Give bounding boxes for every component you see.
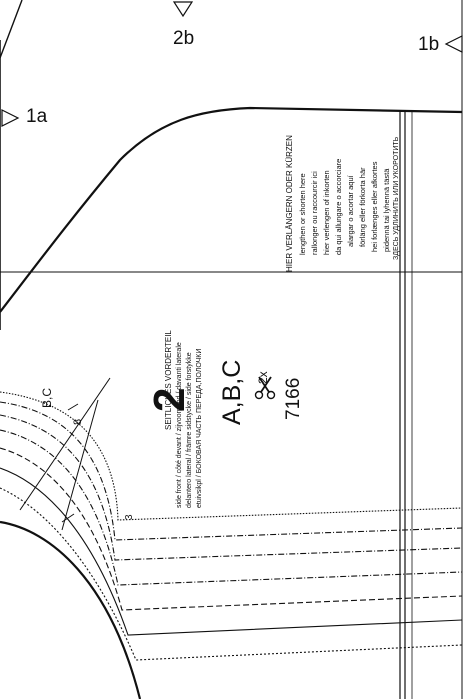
notch-label-bc: B,C (40, 387, 54, 408)
lengthen-line-4-text: da qui allungare o accorciare (334, 158, 343, 255)
pattern-number: 7166 (283, 377, 304, 420)
piece-title-line-1: side front / côté devant / zijvoorpand / davanti laterale (176, 342, 183, 508)
lengthen-title: HIER VERLÄNGERN ODER KÜRZEN (285, 135, 294, 272)
marker-1a-label: 1a (26, 106, 48, 127)
lengthen-line-9-text: ЗДЕСЬ УДЛИНИТЬ ИЛИ УКОРОТИТЬ (393, 136, 400, 260)
notch-label-8: 8 (72, 418, 84, 425)
lengthen-line-5-text: alargar o acortar aquí (346, 175, 355, 247)
marker-1b-label: 1b (418, 34, 440, 55)
lengthen-line-6-text: förläng eller förkorta här (358, 167, 367, 247)
piece-sizes: A,B,C (218, 359, 246, 425)
marker-2b-label: 2b (173, 28, 195, 49)
cut-count: 2x (256, 371, 270, 384)
seam-line-4 (0, 430, 462, 585)
lengthen-line-2-text: rallonger ou raccourcir ici (310, 171, 319, 255)
lengthen-line-1-text: lengthen or shorten here (298, 173, 307, 255)
piece-title-line-2: delantero lateral / främre sidstycke / side forstykke (186, 352, 193, 508)
notch-line-bc (20, 378, 110, 510)
notch-tick-1 (68, 404, 78, 410)
lengthen-line-3-text: hier verlengen of inkorten (322, 170, 331, 255)
marker-1a-triangle (2, 110, 18, 126)
pattern-edge-top-left (0, 0, 22, 58)
seam-line-6 (0, 468, 462, 635)
marker-2b-triangle (174, 2, 192, 16)
marker-1b-triangle (446, 36, 462, 52)
lengthen-line-7-text: hei forlænges eller afkortes (370, 161, 379, 252)
lengthen-line-8-text: pidennä tai lyhennä tästä (382, 168, 391, 252)
notch-label-3: 3 (124, 514, 135, 520)
seam-line-7 (0, 488, 462, 660)
piece-number: 2 (145, 387, 194, 412)
seam-line-3 (0, 415, 462, 560)
piece-title-de: SEITLICHES VORDERTEIL (164, 330, 173, 430)
piece-title-line-3: etuivsikpl / БОКОВАЯ ЧАСТЬ ПЕРЕДА,ПОЛОЧКИ (196, 348, 203, 508)
